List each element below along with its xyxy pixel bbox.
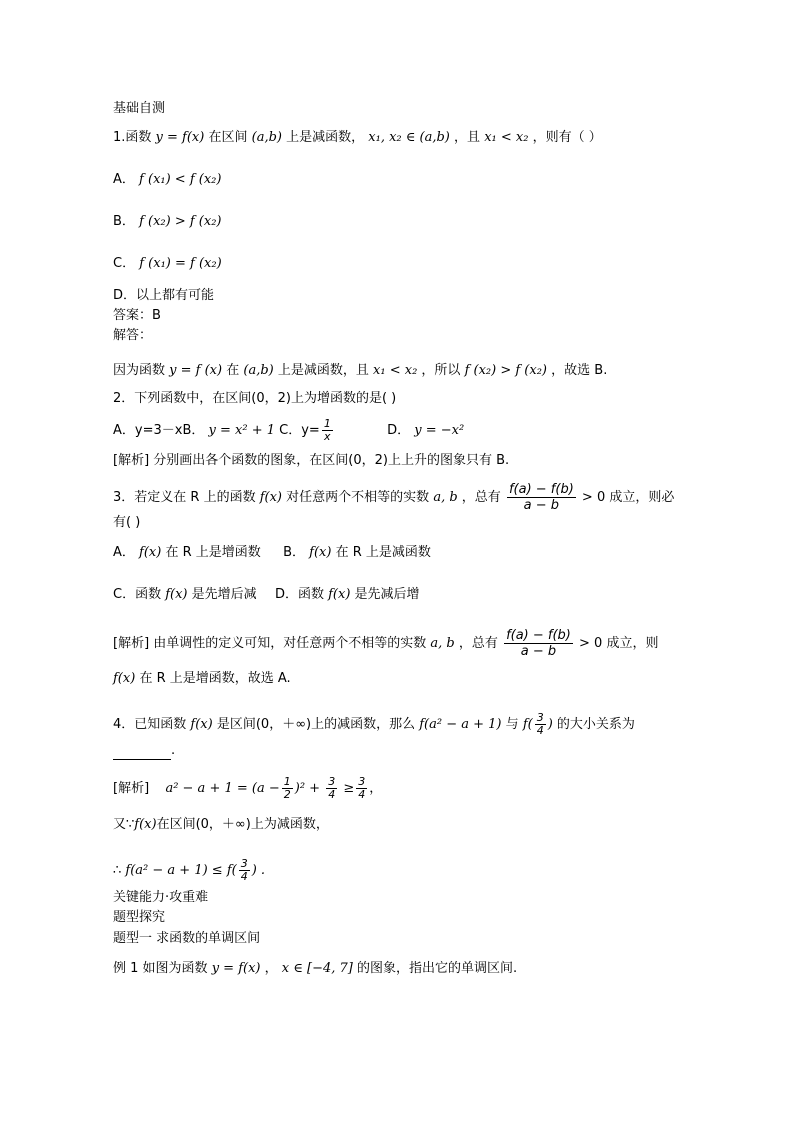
q3-stem-cont: 有( ) xyxy=(113,515,141,530)
q4-line3-fraction xyxy=(239,858,250,883)
ex1-dom: x ∈ [−4, 7] xyxy=(281,961,353,976)
q1-sol-c: 上是减函数，且 xyxy=(277,363,369,378)
q3-analysis-b: ，总有 xyxy=(458,636,498,651)
q4-analysis xyxy=(113,776,382,801)
q4-analysis-line3 xyxy=(113,858,265,883)
q4-line3-den: 4 xyxy=(240,870,248,883)
q3-analysis-vars: a, b xyxy=(430,636,455,651)
q3-opt-d-text: 是先减后增 xyxy=(354,587,420,602)
q3-stem-c: ，总有 xyxy=(461,490,501,505)
q4-line2-b: 在区间(0，＋∞)上为减函数， xyxy=(156,817,329,832)
q3-opt-c-text: 是先增后减 xyxy=(191,587,257,602)
q2-opt-b-math: y = x² + 1 xyxy=(208,423,275,438)
q3-opt-a-text: 在 R 上是增函数 xyxy=(165,545,261,560)
q4-r-den: 4 xyxy=(358,788,366,801)
q3-opt-a-func: f(x) xyxy=(139,545,162,560)
q3-stem-d: > 0 成立，则必 xyxy=(581,490,675,505)
q3-analysis-fraction xyxy=(504,628,573,659)
q1-opt-b-label: B． xyxy=(113,214,135,229)
ex1-a: 例 1 如图为函数 xyxy=(113,961,208,976)
q3-opt-c-label: C．函数 xyxy=(113,587,162,602)
question-3-stem xyxy=(113,482,674,513)
q3-options-ab xyxy=(113,544,431,562)
q1-solution xyxy=(113,362,607,380)
q2-opt-c-den: x xyxy=(324,430,331,443)
q3-analysis-a: [解析] 由单调性的定义可知，对任意两个不相等的实数 xyxy=(113,636,427,651)
q4-analysis-line2 xyxy=(113,816,329,834)
q3-options-cd xyxy=(113,586,420,604)
q1-sol-interval: (a,b) xyxy=(243,363,274,378)
q4-frac-den: 4 xyxy=(536,724,544,737)
q3-frac-den: a − b xyxy=(523,498,560,513)
q4-analysis-expr-a: a² − a + 1 = (a − xyxy=(165,781,280,796)
q3-frac-num: f(a) − f(b) xyxy=(508,482,574,497)
q4-q-den: 4 xyxy=(328,788,336,801)
q2-opt-a: A．y=3－xB． xyxy=(113,423,205,438)
example-1 xyxy=(113,960,517,978)
q1-opt-a-math: f (x₁) < f (x₂) xyxy=(139,172,222,187)
q1-sol-cond: x₁ < x₂ xyxy=(373,363,418,378)
q4-stem-d: 的大小关系为 xyxy=(556,717,635,732)
q4-line3-b: ) . xyxy=(251,863,266,878)
ex1-b: ， xyxy=(264,961,278,976)
q1-func: y = f(x) xyxy=(155,130,205,145)
question-4-stem xyxy=(113,712,635,737)
q4-line3-num: 3 xyxy=(240,857,248,870)
q4-analysis-expr-b: )² + xyxy=(294,781,321,796)
q1-opt-b-math: f (x₂) > f (x₂) xyxy=(139,214,222,229)
q4-answer-blank xyxy=(113,747,171,760)
q1-sol-b: 在 xyxy=(226,363,240,378)
q3-analysis-cont xyxy=(113,670,291,688)
q2-options xyxy=(113,418,464,443)
q3-analysis-frac-den: a − b xyxy=(520,644,557,659)
q1-solution-label: 解答： xyxy=(113,328,153,343)
q4-r-fraction xyxy=(356,776,367,801)
ex1-func: y = f(x) xyxy=(211,961,261,976)
q1-vars: x₁, x₂ ∈ (a,b) xyxy=(368,130,450,145)
q4-blank-end: . xyxy=(171,743,176,758)
q1-opt-c-math: f (x₁) = f (x₂) xyxy=(139,256,222,271)
q1-stem-d: ，且 xyxy=(454,130,481,145)
section2-type1: 题型一 求函数的单调区间 xyxy=(113,931,261,946)
q3-opt-b-text: 在 R 上是减函数 xyxy=(335,545,431,560)
q4-half-den: 2 xyxy=(283,788,291,801)
q4-stem-b: 是区间(0，＋∞)上的减函数，那么 xyxy=(216,717,416,732)
q3-stem-a: 3．若定义在 R 上的函数 xyxy=(113,490,256,505)
q1-sol-result: f (x₂) > f (x₂) xyxy=(464,363,547,378)
q4-line2-func: f(x) xyxy=(134,817,157,832)
q1-option-b xyxy=(113,213,221,231)
q4-analysis-expr-c: ≥ xyxy=(343,781,355,796)
q3-opt-b-func: f(x) xyxy=(309,545,332,560)
q2-opt-d-label: D． xyxy=(387,423,411,438)
q3-opt-c-func: f(x) xyxy=(165,587,188,602)
q1-stem-a: 1.函数 xyxy=(113,130,152,145)
q4-stem-c: 与 xyxy=(505,717,519,732)
q3-analysis-frac-num: f(a) − f(b) xyxy=(506,628,571,643)
q4-line2-a: 又∵ xyxy=(113,817,135,832)
q2-opt-c-text: C．y= xyxy=(279,423,320,438)
q3-fraction xyxy=(507,482,576,513)
q1-sol-d: ，所以 xyxy=(421,363,461,378)
q1-sol-e: ，故选 B. xyxy=(551,363,608,378)
q2-opt-c-num: 1 xyxy=(323,417,331,430)
q3-opt-b-label: B． xyxy=(283,545,305,560)
q4-r-num: 3 xyxy=(358,775,366,788)
q4-half-num: 1 xyxy=(283,775,291,788)
q1-stem-b: 在区间 xyxy=(208,130,248,145)
q3-opt-d-label: D．函数 xyxy=(274,587,324,602)
q4-f-open: f( xyxy=(522,717,533,732)
q4-analysis-expr-d: ， xyxy=(369,781,383,796)
question-1-stem xyxy=(113,129,602,147)
q2-opt-c-fraction xyxy=(322,418,333,443)
q4-func: f(x) xyxy=(190,717,213,732)
q4-answer-blank-line xyxy=(113,742,175,760)
q4-line3-a: ∴ xyxy=(113,863,122,878)
q1-answer: 答案：B xyxy=(113,308,161,323)
q3-opt-d-func: f(x) xyxy=(328,587,351,602)
q4-stem-a: 4．已知函数 xyxy=(113,717,187,732)
q1-option-c xyxy=(113,255,222,273)
q4-line3-expr: f(a² − a + 1) ≤ f( xyxy=(125,863,237,878)
ex1-c: 的图象，指出它的单调区间. xyxy=(356,961,518,976)
q4-q-num: 3 xyxy=(328,775,336,788)
q1-stem-e: ，则有（ ） xyxy=(532,130,602,145)
q3-analysis-d: 在 R 上是增函数，故选 A. xyxy=(139,671,291,686)
q1-cond: x₁ < x₂ xyxy=(484,130,529,145)
q1-sol-a: 因为函数 xyxy=(113,363,166,378)
q3-func: f(x) xyxy=(259,490,283,505)
q3-analysis-c: > 0 成立，则 xyxy=(579,636,659,651)
q2-opt-d-math: y = −x² xyxy=(414,423,465,438)
q4-frac-num: 3 xyxy=(536,711,544,724)
q3-stem-b: 对任意两个不相等的实数 xyxy=(286,490,430,505)
section-title: 基础自测 xyxy=(113,101,166,116)
q4-half-fraction xyxy=(282,776,293,801)
q4-expr: f(a² − a + 1) xyxy=(419,717,502,732)
q4-fraction xyxy=(535,712,546,737)
q4-analysis-label: [解析] xyxy=(113,781,150,796)
q1-option-a xyxy=(113,171,221,189)
q1-opt-a-label: A． xyxy=(113,172,135,187)
question-2-stem: 2．下列函数中，在区间(0，2)上为增函数的是( ) xyxy=(113,391,397,406)
q3-vars: a, b xyxy=(433,490,458,505)
section2-title: 关键能力·攻重难 xyxy=(113,890,209,905)
q3-analysis xyxy=(113,628,658,659)
q2-analysis: [解析] 分别画出各个函数的图象，在区间(0，2)上上升的图象只有 B. xyxy=(113,453,510,468)
q1-stem-c: 上是减函数， xyxy=(286,130,365,145)
q3-opt-a-label: A． xyxy=(113,545,135,560)
q3-analysis-func: f(x) xyxy=(113,671,136,686)
q1-interval: (a,b) xyxy=(251,130,282,145)
q1-opt-c-label: C． xyxy=(113,256,136,271)
q1-sol-func: y = f (x) xyxy=(169,363,223,378)
section2-subtitle: 题型探究 xyxy=(113,910,166,925)
q4-f-close: ) xyxy=(547,717,553,732)
q4-q-fraction xyxy=(326,776,337,801)
q1-option-d: D．以上都有可能 xyxy=(113,288,215,303)
